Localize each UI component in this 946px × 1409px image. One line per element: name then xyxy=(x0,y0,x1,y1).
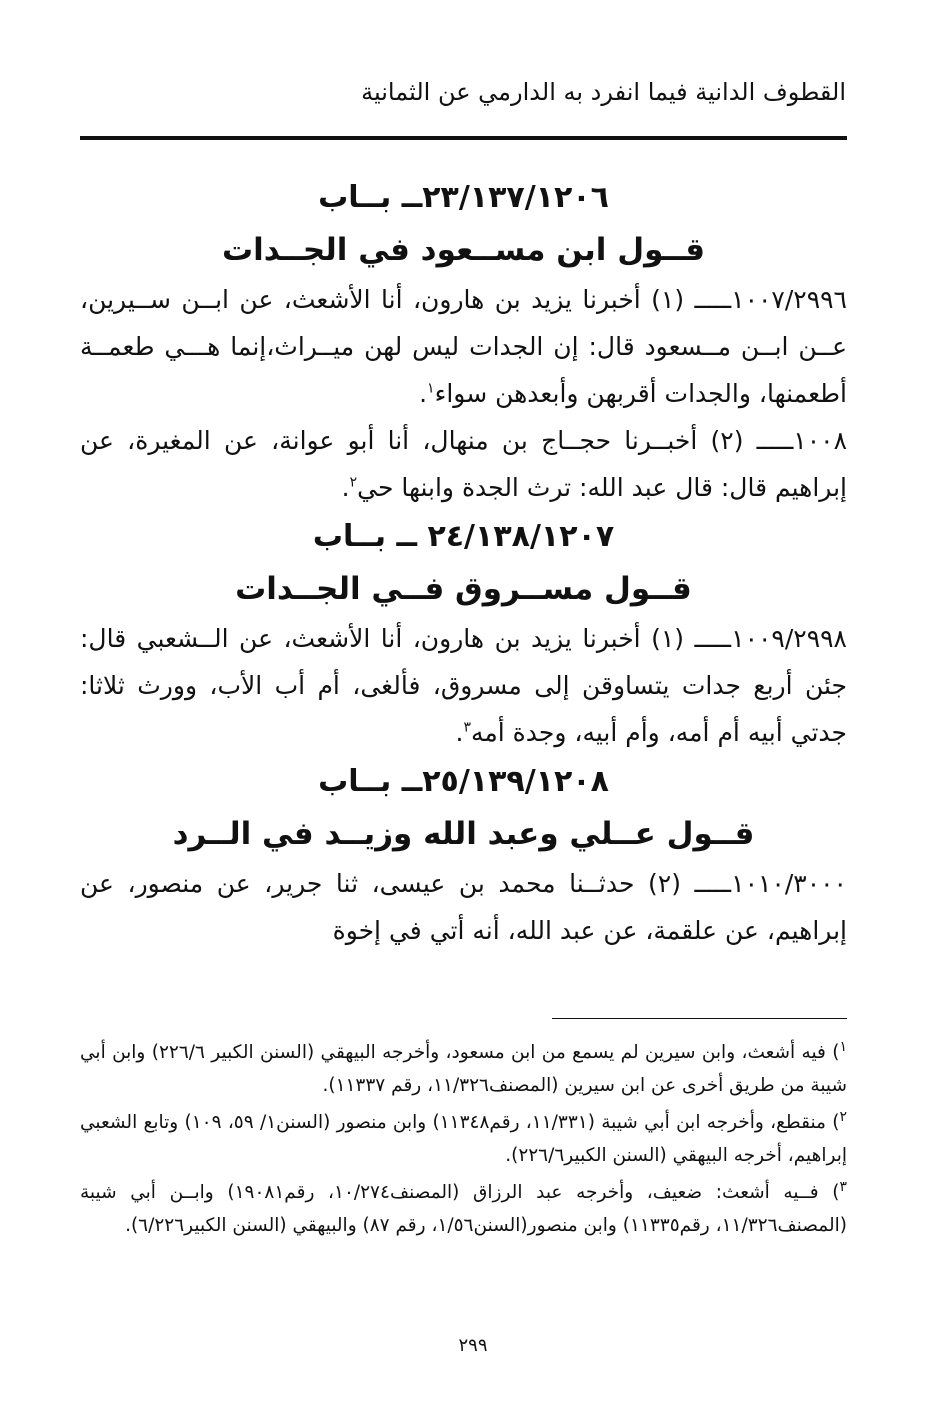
hadith-text: ١٠٠٨ـــــ (٢) أخبــرنا حجــاج بن منهال، أنا أبو عوانة، عن المغيرة، عن إبراهيم قال: قال عبد الله: ترث الجدة وابنها حي xyxy=(80,426,848,502)
main-text xyxy=(80,172,847,954)
chapter-title: قــول مســروق فــي الجــدات xyxy=(235,571,692,607)
footnote-ref[interactable]: ٢ xyxy=(349,474,358,491)
chapter-heading: ٢٤/١٣٨/١٢٠٧ ــ بــاب xyxy=(312,519,615,554)
hadith-paragraph xyxy=(80,860,847,954)
chapter-section xyxy=(80,172,847,511)
chapter-section xyxy=(80,756,847,954)
footnote-number: ٣ xyxy=(839,1178,847,1195)
chapter-title: قــول عــلي وعبد الله وزيــد في الــرد xyxy=(172,816,755,852)
hadith-paragraph xyxy=(80,417,847,511)
punctuation: . xyxy=(455,718,464,747)
footnote-ref[interactable]: ١ xyxy=(427,380,435,397)
chapter-section xyxy=(80,511,847,756)
punctuation: . xyxy=(341,473,350,502)
hadith-paragraph xyxy=(80,615,847,756)
footnote xyxy=(80,1176,847,1242)
footnote-separator xyxy=(552,1018,847,1019)
footnote xyxy=(80,1106,847,1172)
hadith-text: ١٠٠٩/٢٩٩٨ـــــ (١) أخبرنا يزيد بن هارون، أنا الأشعث، عن الــشعبي قال: جئن أربع جدات يتساوقن إلى مسروق، فألغى، أم أب الأب، وورث ثلاثا: جدتي أبيه أم أمه، وأم أبيه، وجدة أمه xyxy=(80,624,847,747)
running-header: القطوف الدانية فيما انفرد به الدارمي عن الثمانية xyxy=(361,78,846,106)
footnote xyxy=(80,1036,847,1102)
footnote-number: ١ xyxy=(839,1038,847,1055)
footnote-number: ٢ xyxy=(839,1108,847,1125)
footnotes xyxy=(80,1036,847,1246)
footnote-text: ) منقطع، وأخرجه ابن أبي شيبة (١١/٣٣١، رقم١١٣٤٨) وابن منصور (السنن١/ ٥٩، ١٠٩) وتابع الشعبي إبراهيم، أخرجه البيهقي (السنن الكبير٢٢٦/٦). xyxy=(80,1112,847,1166)
chapter-heading: ٢٣/١٣٧/١٢٠٦ــ بــاب xyxy=(318,180,609,215)
hadith-text: ١٠٠٧/٢٩٩٦ـــــ (١) أخبرنا يزيد بن هارون، أنا الأشعث، عن ابــن ســيرين، عــن ابــن مــسعود قال: إن الجدات ليس لهن ميــراث،إنما هـــي طعمــة أطعمنها، والجدات أقربهن وأبعدهن سواء xyxy=(80,285,847,408)
footnote-text: ) فــيه أشعث: ضعيف، وأخرجه عبد الرزاق (المصنف١٠/٢٧٤، رقم١٩٠٨١) وابــن أبي شيبة (المصنف١١/٣٢٦، رقم١١٣٣٥) وابن منصور(السنن١/٥٦، رقم ٨٧) والبيهقي (السنن الكبير٦/٢٢٦). xyxy=(80,1182,847,1236)
chapter-heading: ٢٥/١٣٩/١٢٠٨ــ بــاب xyxy=(318,764,609,799)
page-number: ٢٩٩ xyxy=(458,1335,488,1356)
footnote-ref[interactable]: ٣ xyxy=(463,719,471,736)
chapter-title: قــول ابن مســعود في الجــدات xyxy=(221,232,706,268)
footnote-text: ) فيه أشعث، وابن سيرين لم يسمع من ابن مسعود، وأخرجه البيهقي (السنن الكبير ٢٢٦/٦) وابن أبي شيبة من طريق أخرى عن ابن سيرين (المصنف١١/٣٢٦، رقم ١١٣٣٧). xyxy=(80,1042,847,1096)
hadith-text: ١٠١٠/٣٠٠٠ـــــ (٢) حدثــنا محمد بن عيسى، ثنا جرير، عن منصور، عن إبراهيم، عن علقمة، عن عبد الله، أنه أتي في إخوة xyxy=(80,869,847,945)
punctuation: . xyxy=(419,379,428,408)
header-rule xyxy=(80,136,847,140)
hadith-paragraph xyxy=(80,276,847,417)
